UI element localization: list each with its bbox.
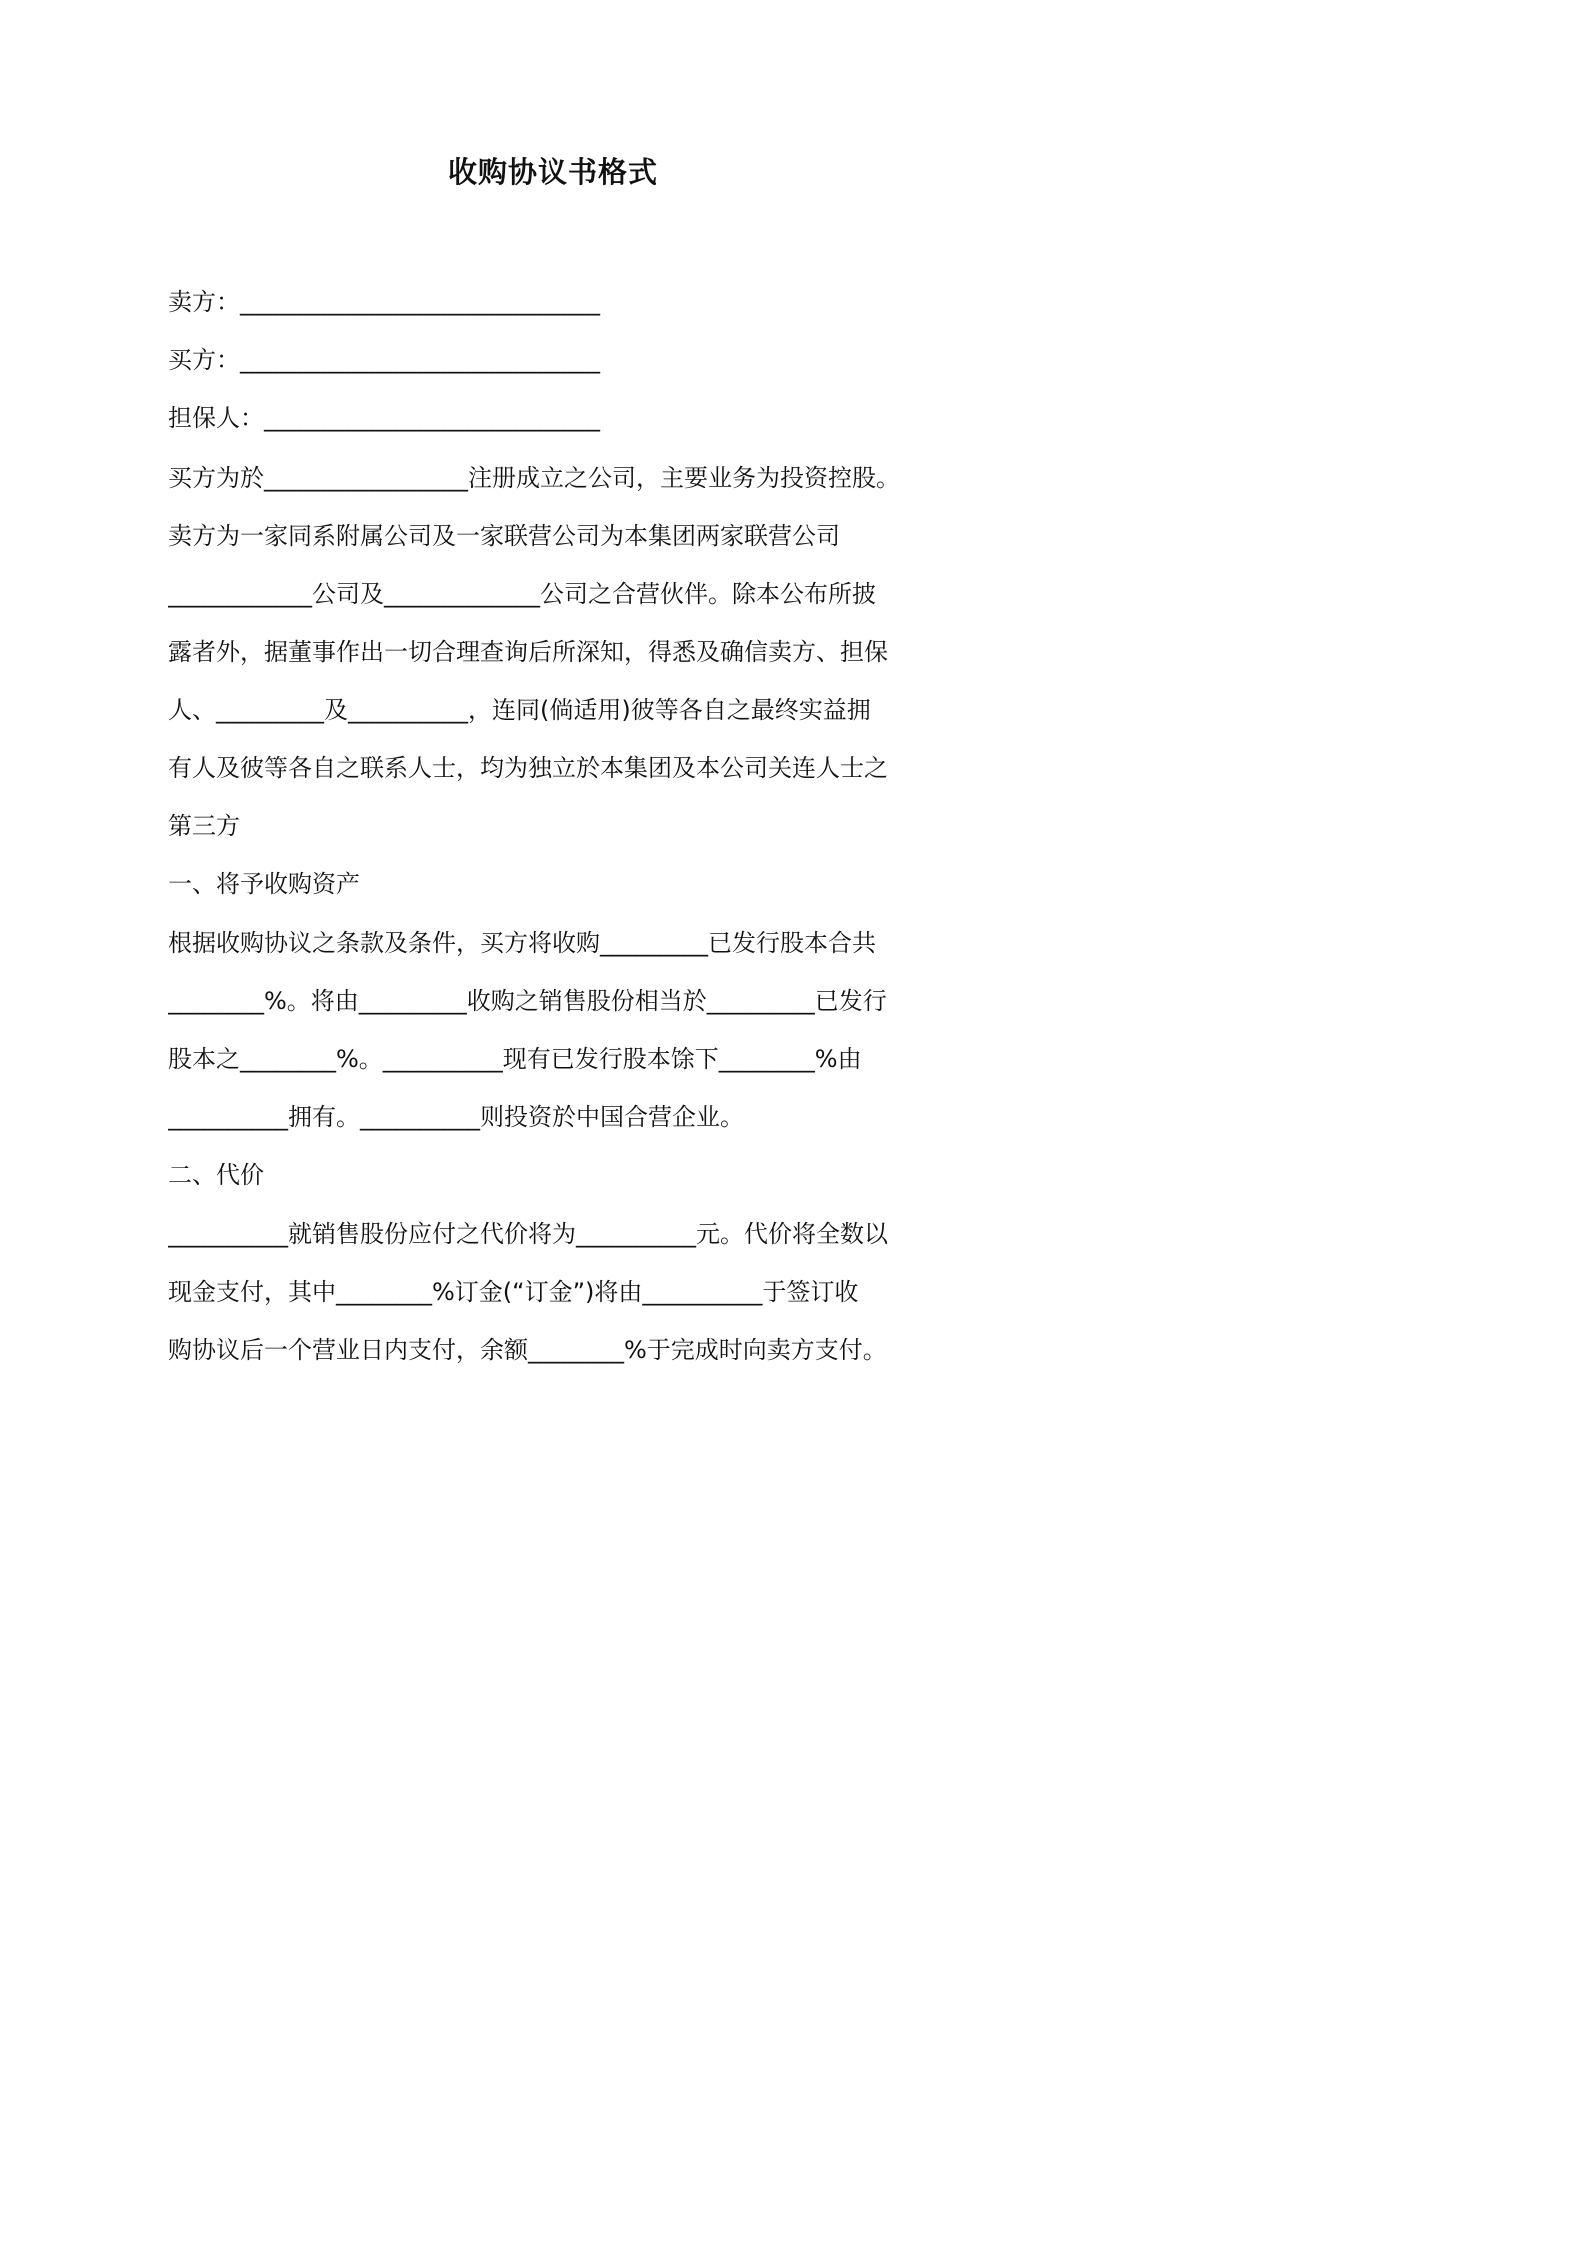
document-title: 收购协议书格式 [447, 155, 658, 189]
paragraph-line: 买方为於_________________注册成立之公司，主要业务为投资控股。 [168, 464, 900, 492]
paragraph-line: ________%。将由_________收购之销售股份相当於_________已发行 [168, 987, 887, 1015]
paragraph-line: 现金支付，其中________%订金(“订金”)将由__________于签订收 [168, 1278, 859, 1306]
seller-line: 卖方：______________________________ [168, 288, 600, 316]
section-heading-assets: 一、将予收购资产 [168, 870, 360, 898]
paragraph-line: 人、_________及__________，连同(倘适用)彼等各自之最终实益拥 [168, 696, 871, 724]
paragraph-line: 有人及彼等各自之联系人士，均为独立於本集团及本公司关连人士之 [168, 754, 888, 782]
document-page [0, 0, 1106, 1564]
paragraph-line: 购协议后一个营业日内支付，余额________%于完成时向卖方支付。 [168, 1336, 887, 1364]
paragraph-line: 第三方 [168, 812, 240, 840]
buyer-line: 买方：______________________________ [168, 346, 600, 374]
paragraph-line: __________拥有。__________则投资於中国合营企业。 [168, 1103, 744, 1131]
paragraph-line: ____________公司及_____________公司之合营伙伴。除本公布所披 [168, 580, 876, 608]
paragraph-line: 卖方为一家同系附属公司及一家联营公司为本集团两家联营公司 [168, 522, 840, 550]
paragraph-line: 露者外，据董事作出一切合理查询后所深知，得悉及确信卖方、担保 [168, 638, 888, 666]
paragraph-line: 根据收购协议之条款及条件，买方将收购_________已发行股本合共 [168, 929, 876, 957]
paragraph-line: 股本之________%。__________现有已发行股本馀下________%由 [168, 1045, 862, 1073]
guarantor-line: 担保人：____________________________ [168, 404, 600, 432]
section-heading-consideration: 二、代价 [168, 1161, 264, 1189]
paragraph-line: __________就销售股份应付之代价将为__________元。代价将全数以 [168, 1220, 888, 1248]
